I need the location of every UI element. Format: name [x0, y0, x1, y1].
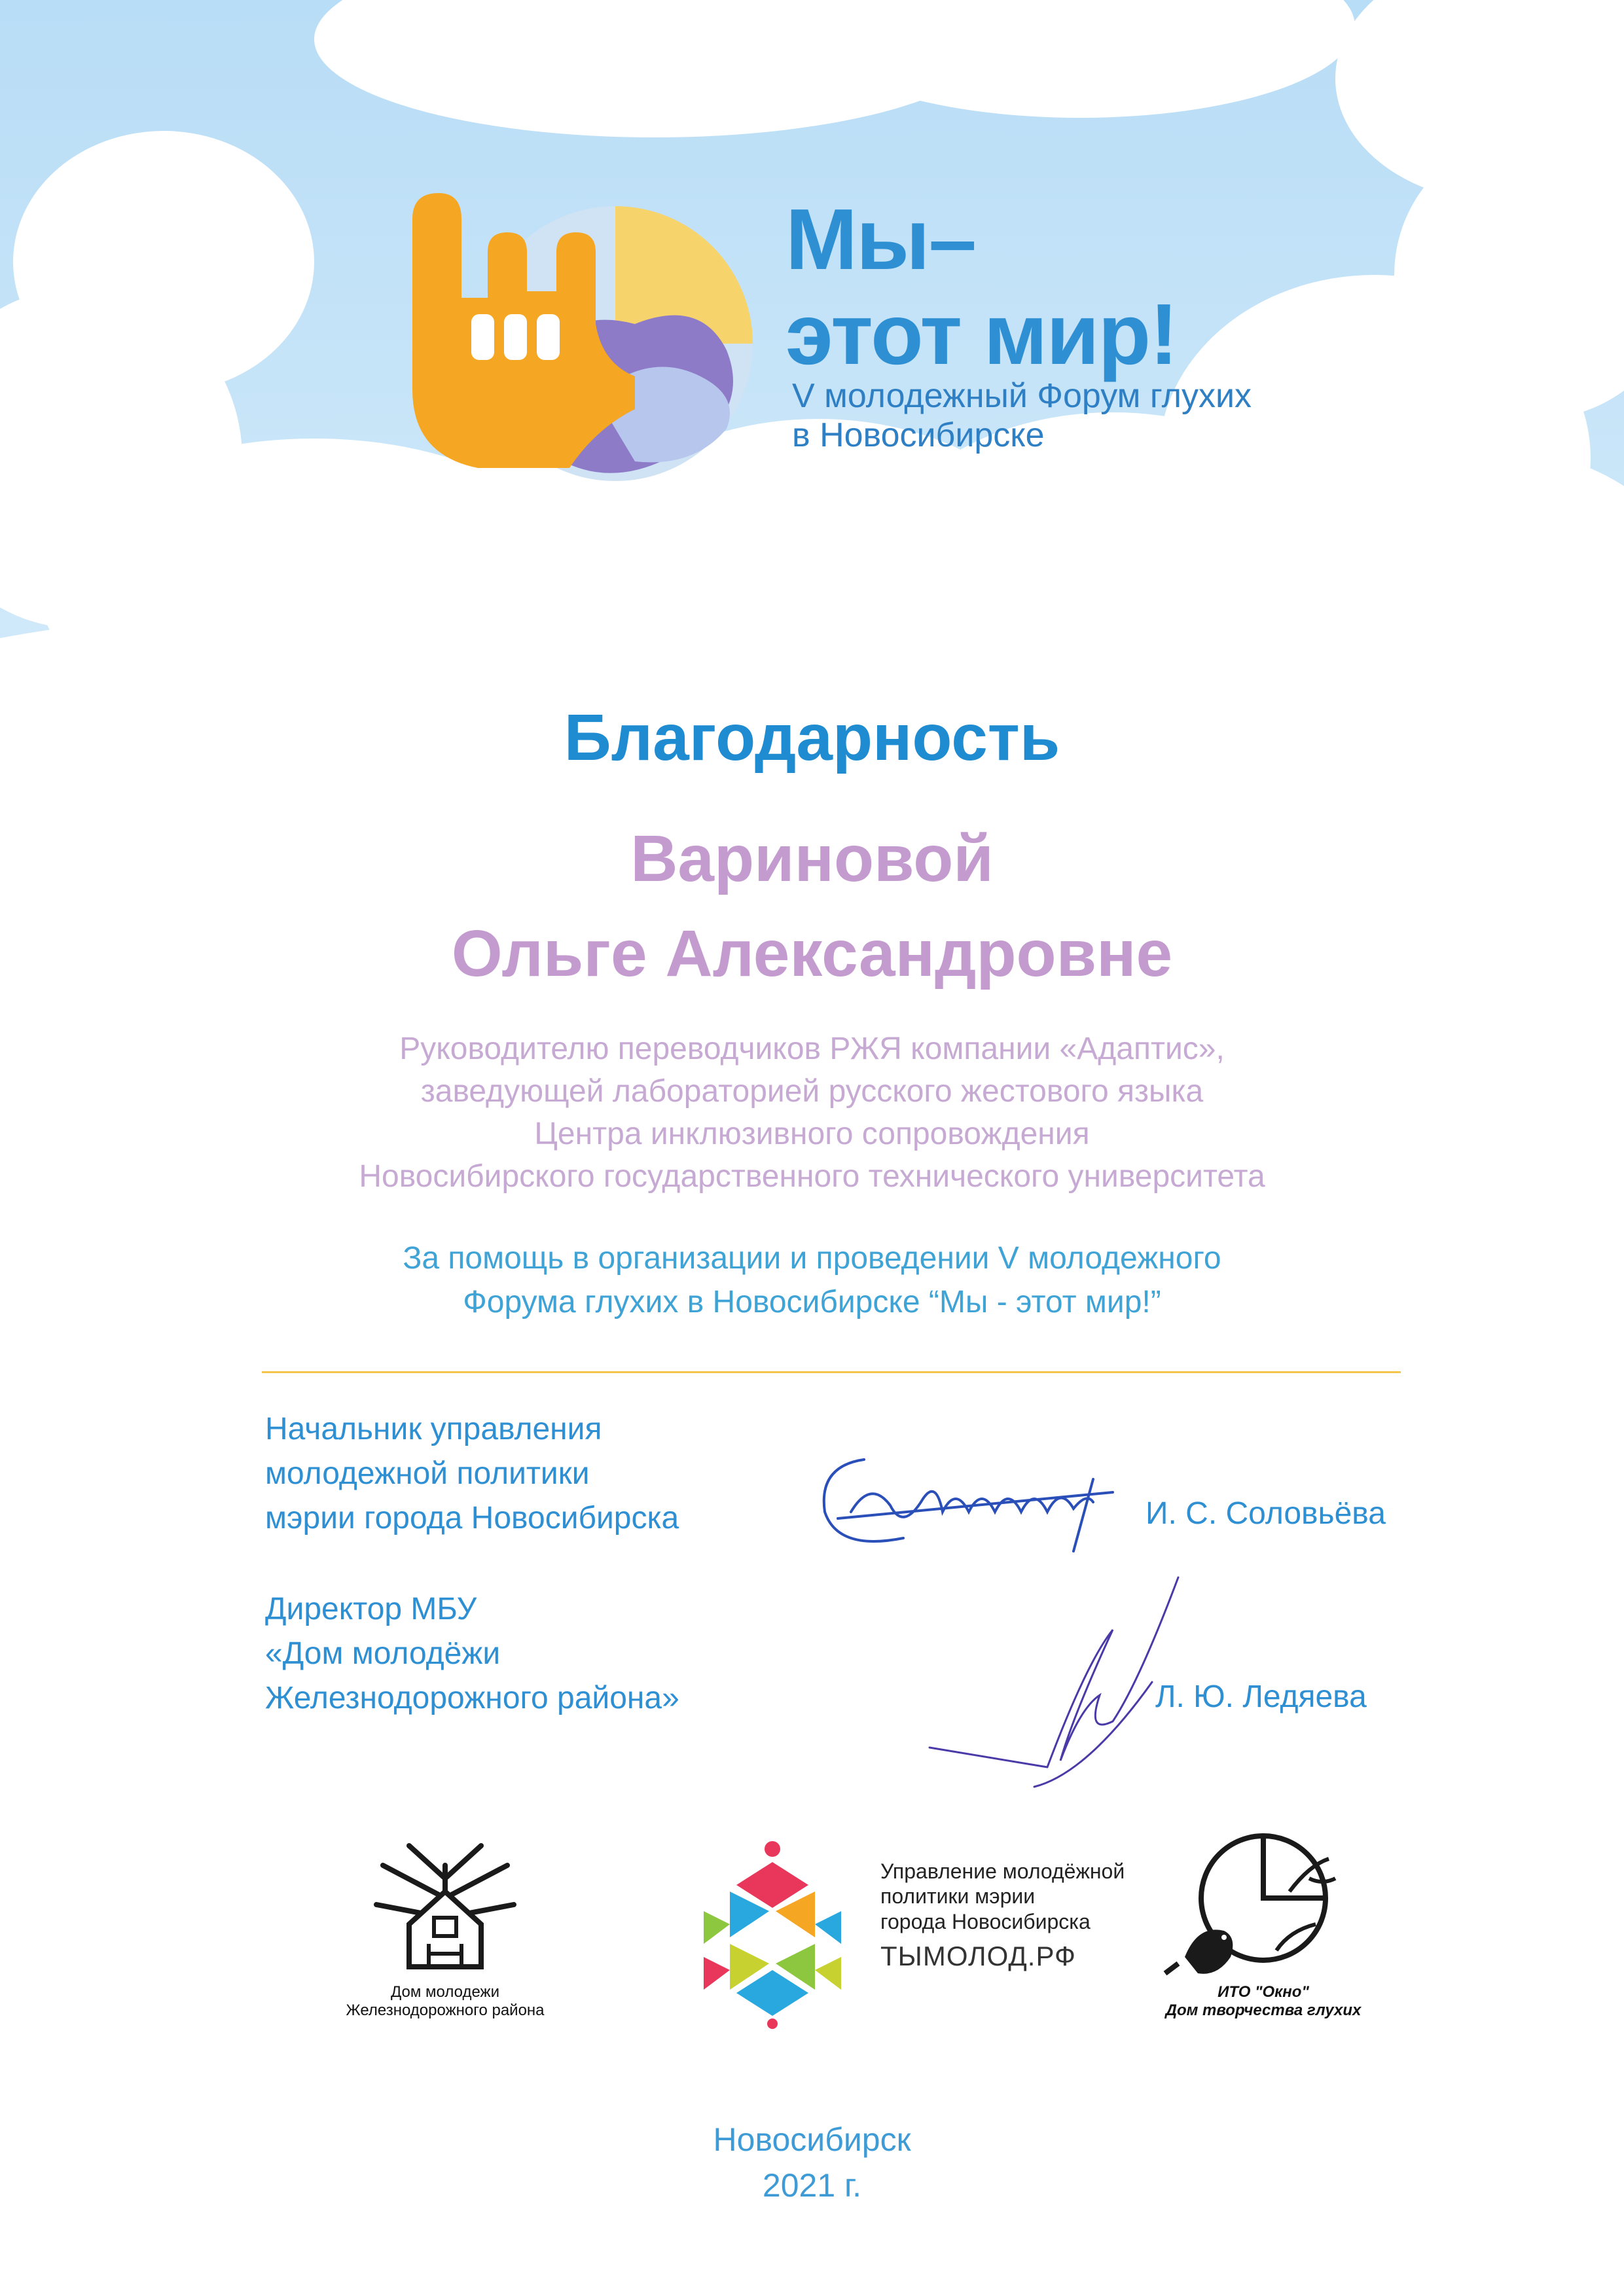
recipient-role-line: Руководителю переводчиков РЖЯ компании «Адаптис», — [399, 1031, 1225, 1066]
signature-2-icon — [916, 1564, 1191, 1806]
signature-1-icon — [812, 1440, 1152, 1571]
forum-subtitle-line1: V молодежный Форум глухих — [792, 377, 1252, 415]
signer-position-line: молодежной политики — [265, 1456, 590, 1491]
recipient-role-line: заведующей лабораторией русского жестового языка — [420, 1074, 1204, 1109]
upravlenie-site: ТЫМОЛОД.РФ — [880, 1941, 1076, 1971]
forum-subtitle-line2: в Новосибирске — [792, 416, 1045, 454]
signer-name: И. С. Соловьёва — [1146, 1496, 1386, 1531]
ito-okno-caption: ИТО "Окно" Дом творчества глухих — [1165, 1983, 1362, 2019]
recipient-role-line: Центра инклюзивного сопровождения — [534, 1117, 1090, 1151]
recipient-name: Ольге Александровне — [451, 917, 1173, 990]
dom-molodezhi-logo-icon — [357, 1826, 533, 1977]
reason-line: Форума глухих в Новосибирске “Мы - этот мир!” — [463, 1285, 1161, 1319]
footer-year: 2021 г. — [762, 2167, 862, 2204]
forum-logo-hand-icon — [399, 180, 766, 488]
signer-position-line: Железнодорожного района» — [265, 1681, 679, 1715]
signer-position — [265, 1587, 679, 1721]
signer-position-line: «Дом молодёжи — [265, 1636, 501, 1671]
dom-molodezhi-caption: Дом молодежи Железнодорожного района — [346, 1983, 545, 2019]
document-title: Благодарность — [564, 701, 1060, 774]
forum-title-line1: Мы– — [785, 191, 976, 287]
divider-line — [262, 1371, 1401, 1373]
signer-position-line: мэрии города Новосибирска — [265, 1501, 679, 1535]
upravlenie-logo-icon — [691, 1839, 854, 2029]
signer-position — [265, 1407, 679, 1541]
footer-city: Новосибирск — [713, 2121, 911, 2158]
reason-line: За помощь в организации и проведении V молодежного — [403, 1241, 1221, 1276]
signer-position-line: Начальник управления — [265, 1412, 602, 1446]
ito-okno-logo-icon — [1159, 1826, 1355, 1990]
signer-name: Л. Ю. Ледяева — [1155, 1679, 1367, 1714]
signer-position-line: Директор МБУ — [265, 1592, 477, 1626]
recipient-role-line: Новосибирского государственного технического университета — [359, 1159, 1265, 1194]
forum-title-line2: этот мир! — [785, 286, 1178, 382]
upravlenie-caption: Управление молодёжной политики мэрии города Новосибирска — [880, 1859, 1125, 1933]
recipient-surname: Вариновой — [630, 822, 994, 895]
